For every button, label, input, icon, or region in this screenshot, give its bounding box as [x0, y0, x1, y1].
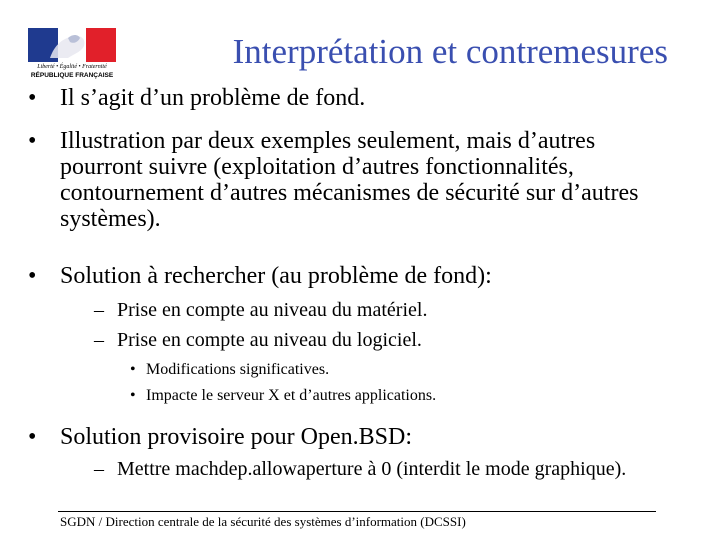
sub-sub-bullet-modifications	[130, 360, 680, 380]
bullet-solution-rechercher	[28, 263, 680, 289]
bullet-icon: •	[28, 85, 37, 111]
bullet-illustration	[28, 128, 680, 232]
slide-footer: SGDN / Direction centrale de la sécurité des systèmes d’information (DCSSI)	[60, 514, 466, 529]
bullet-icon: •	[130, 387, 136, 404]
sub-bullet-text: Mettre machdep.allowaperture à 0 (interdit le mode graphique).	[117, 458, 627, 480]
dash-icon: –	[94, 299, 104, 321]
bullet-text: Solution à rechercher (au problème de fond):	[60, 263, 492, 289]
bullet-text: Il s’agit d’un problème de fond.	[60, 85, 366, 111]
logo-country: RÉPUBLIQUE FRANÇAISE	[30, 72, 114, 79]
sub-bullet-allowaperture	[94, 458, 680, 481]
marianne-flag-icon	[28, 28, 116, 62]
bullet-solution-provisoire	[28, 424, 680, 450]
bullet-icon: •	[28, 128, 37, 154]
slide-title: Interprétation et contremesures	[232, 32, 668, 71]
logo-motto: Liberté • Égalité • Fraternité	[37, 64, 107, 70]
bullet-icon: •	[28, 263, 37, 289]
bullet-icon: •	[28, 424, 37, 450]
sub-bullet-text: Prise en compte au niveau du logiciel.	[117, 329, 422, 351]
sub-sub-bullet-text: Modifications significatives.	[146, 361, 330, 378]
republique-francaise-logo	[28, 28, 116, 82]
bullet-text: Solution provisoire pour Open.BSD:	[60, 424, 412, 450]
bullet-probleme-fond	[28, 85, 680, 111]
footer-divider	[58, 511, 656, 512]
sub-sub-bullet-text: Impacte le serveur X et d’autres applications.	[146, 387, 437, 404]
sub-bullet-materiel	[94, 299, 680, 322]
sub-bullet-text: Prise en compte au niveau du matériel.	[117, 299, 428, 321]
sub-sub-bullet-serveur-x	[130, 386, 680, 406]
dash-icon: –	[94, 458, 104, 480]
sub-bullet-logiciel	[94, 329, 680, 352]
bullet-text: Illustration par deux exemples seulement, mais d’autres pourront suivre (exploitation d’autres fonctionnalités, contournement d’autres mécanismes de sécurité sur d’autres systèmes).	[60, 128, 639, 232]
dash-icon: –	[94, 329, 104, 351]
bullet-icon: •	[130, 361, 136, 378]
